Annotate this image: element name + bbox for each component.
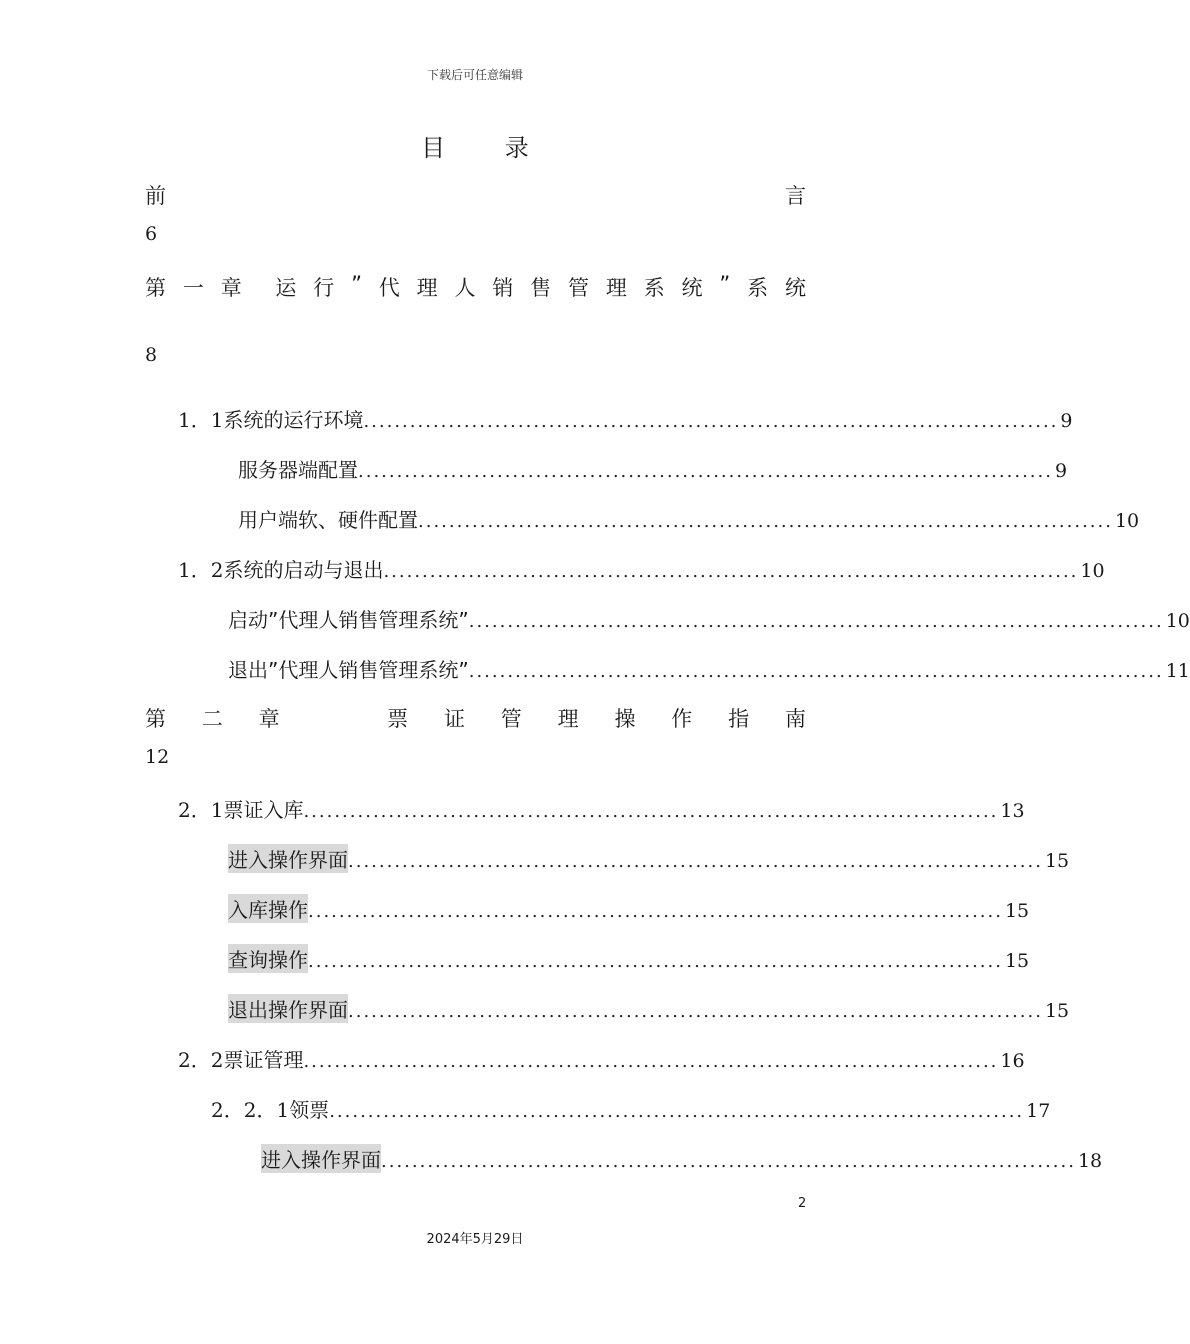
heading-char: 系 (747, 276, 769, 300)
toc-entry-enter-ui[interactable] (214, 844, 1070, 873)
heading-char: 售 (530, 276, 552, 300)
leader-dots: .......................................................................................... (381, 1151, 1076, 1172)
toc-entry-enter-ui-2[interactable] (247, 1144, 1103, 1173)
entry-page: 10 (1080, 560, 1105, 582)
heading-char: 证 (443, 707, 465, 731)
entry-page: 13 (1000, 800, 1025, 822)
entry-number: 2．1 (178, 798, 224, 822)
heading-char: ” (719, 272, 731, 296)
toc-entry-2-2-1[interactable] (211, 1094, 1051, 1123)
entry-page: 15 (1044, 1000, 1070, 1022)
toc-entry-2-2[interactable] (178, 1044, 1025, 1073)
leader-dots: .......................................................................................... (363, 411, 1059, 432)
page-header: 下载后可任意编辑 (426, 68, 523, 82)
toc-preface-line (145, 180, 806, 210)
heading-char: 票 (387, 707, 409, 731)
heading-char: 系 (643, 276, 665, 300)
leader-dots: .......................................................................................... (358, 461, 1053, 482)
leader-dots: .......................................................................................... (329, 1101, 1025, 1122)
heading-char: 理 (557, 707, 579, 731)
entry-page: 15 (1044, 850, 1070, 872)
leader-dots: .......................................................................................... (308, 951, 1003, 972)
leader-dots: .......................................................................................... (468, 611, 1164, 632)
toc-chapter2-line (145, 703, 806, 733)
page-number: 2 (798, 1196, 807, 1211)
heading-char: 统 (784, 276, 806, 300)
leader-dots: .......................................................................................... (468, 661, 1164, 682)
toc-entry-query[interactable] (214, 944, 1030, 973)
chapter1-page: 8 (145, 344, 158, 366)
entry-label: 服务器端配置 (238, 458, 358, 482)
preface-left-char: 前 (145, 184, 166, 208)
heading-char: 管 (568, 276, 590, 300)
entry-label: 启动”代理人销售管理系统” (228, 608, 469, 632)
heading-char: 二 (201, 707, 223, 731)
heading-char: ” (351, 272, 362, 296)
entry-label: 用户端软、硬件配置 (238, 508, 418, 532)
heading-char: 统 (681, 276, 703, 300)
entry-page: 15 (1004, 950, 1030, 972)
heading-char: 运 (275, 276, 297, 300)
toc-entry-start-system[interactable] (214, 604, 1190, 633)
heading-char: 章 (258, 707, 280, 731)
heading-char: 章 (220, 276, 242, 300)
heading-char: 理 (416, 276, 438, 300)
toc-chapter1-line (145, 272, 806, 302)
heading-char: 代 (378, 276, 400, 300)
entry-page: 11 (1165, 660, 1190, 682)
entry-label: 退出”代理人销售管理系统” (228, 658, 469, 682)
toc-entry-client-config[interactable] (214, 504, 1140, 533)
toc-entry-1-1[interactable] (178, 404, 1073, 433)
toc-title: 目 录 (421, 134, 555, 162)
entry-page: 9 (1054, 460, 1068, 482)
preface-right-char: 言 (785, 184, 806, 208)
heading-char: 指 (728, 707, 750, 731)
preface-page: 6 (145, 223, 158, 245)
page-footer-date: 2024年5月29日 (426, 1232, 524, 1247)
entry-label: 票证管理 (223, 1048, 304, 1072)
entry-number: 2．2．1 (211, 1098, 290, 1122)
entry-page: 10 (1114, 510, 1140, 532)
entry-number: 2．2 (178, 1048, 224, 1072)
leader-dots: .......................................................................................... (303, 1051, 999, 1072)
heading-char: 操 (614, 707, 636, 731)
entry-label: 退出操作界面 (228, 994, 348, 1023)
leader-dots: .......................................................................................... (303, 801, 999, 822)
toc-entry-exit-system[interactable] (214, 654, 1190, 683)
heading-char: 管 (500, 707, 522, 731)
heading-char: 第 (145, 276, 166, 300)
heading-char: 人 (454, 276, 476, 300)
chapter2-page: 12 (145, 746, 170, 768)
entry-number: 1．2 (178, 558, 224, 582)
entry-page: 18 (1077, 1150, 1103, 1172)
toc-entry-stock-in[interactable] (214, 894, 1030, 923)
entry-page: 15 (1004, 900, 1030, 922)
heading-char: 销 (492, 276, 514, 300)
entry-label: 系统的运行环境 (223, 408, 364, 432)
leader-dots: .......................................................................................... (383, 561, 1079, 582)
toc-entry-1-2[interactable] (178, 554, 1105, 583)
entry-page: 9 (1060, 410, 1073, 432)
entry-label: 票证入库 (223, 798, 304, 822)
entry-number: 1．1 (178, 408, 224, 432)
heading-char: 第 (145, 707, 166, 731)
entry-page: 17 (1026, 1100, 1051, 1122)
heading-char: 理 (605, 276, 627, 300)
heading-char: 一 (182, 276, 204, 300)
entry-page: 10 (1165, 610, 1190, 632)
toc-entry-exit-ui[interactable] (214, 994, 1070, 1023)
entry-label: 进入操作界面 (261, 1144, 381, 1173)
entry-label: 系统的启动与退出 (223, 558, 384, 582)
entry-page: 16 (1000, 1050, 1025, 1072)
entry-label: 进入操作界面 (228, 844, 348, 873)
leader-dots: .......................................................................................... (348, 851, 1043, 872)
toc-entry-server-config[interactable] (214, 454, 1068, 483)
leader-dots: .......................................................................................... (308, 901, 1003, 922)
heading-char: 行 (313, 276, 335, 300)
entry-label: 入库操作 (228, 894, 308, 923)
entry-label: 查询操作 (228, 944, 308, 973)
heading-char: 作 (671, 707, 693, 731)
toc-entry-2-1[interactable] (178, 794, 1025, 823)
heading-char: 南 (784, 707, 806, 731)
entry-label: 领票 (289, 1098, 330, 1122)
leader-dots: .......................................................................................... (418, 511, 1113, 532)
leader-dots: .......................................................................................... (348, 1001, 1043, 1022)
